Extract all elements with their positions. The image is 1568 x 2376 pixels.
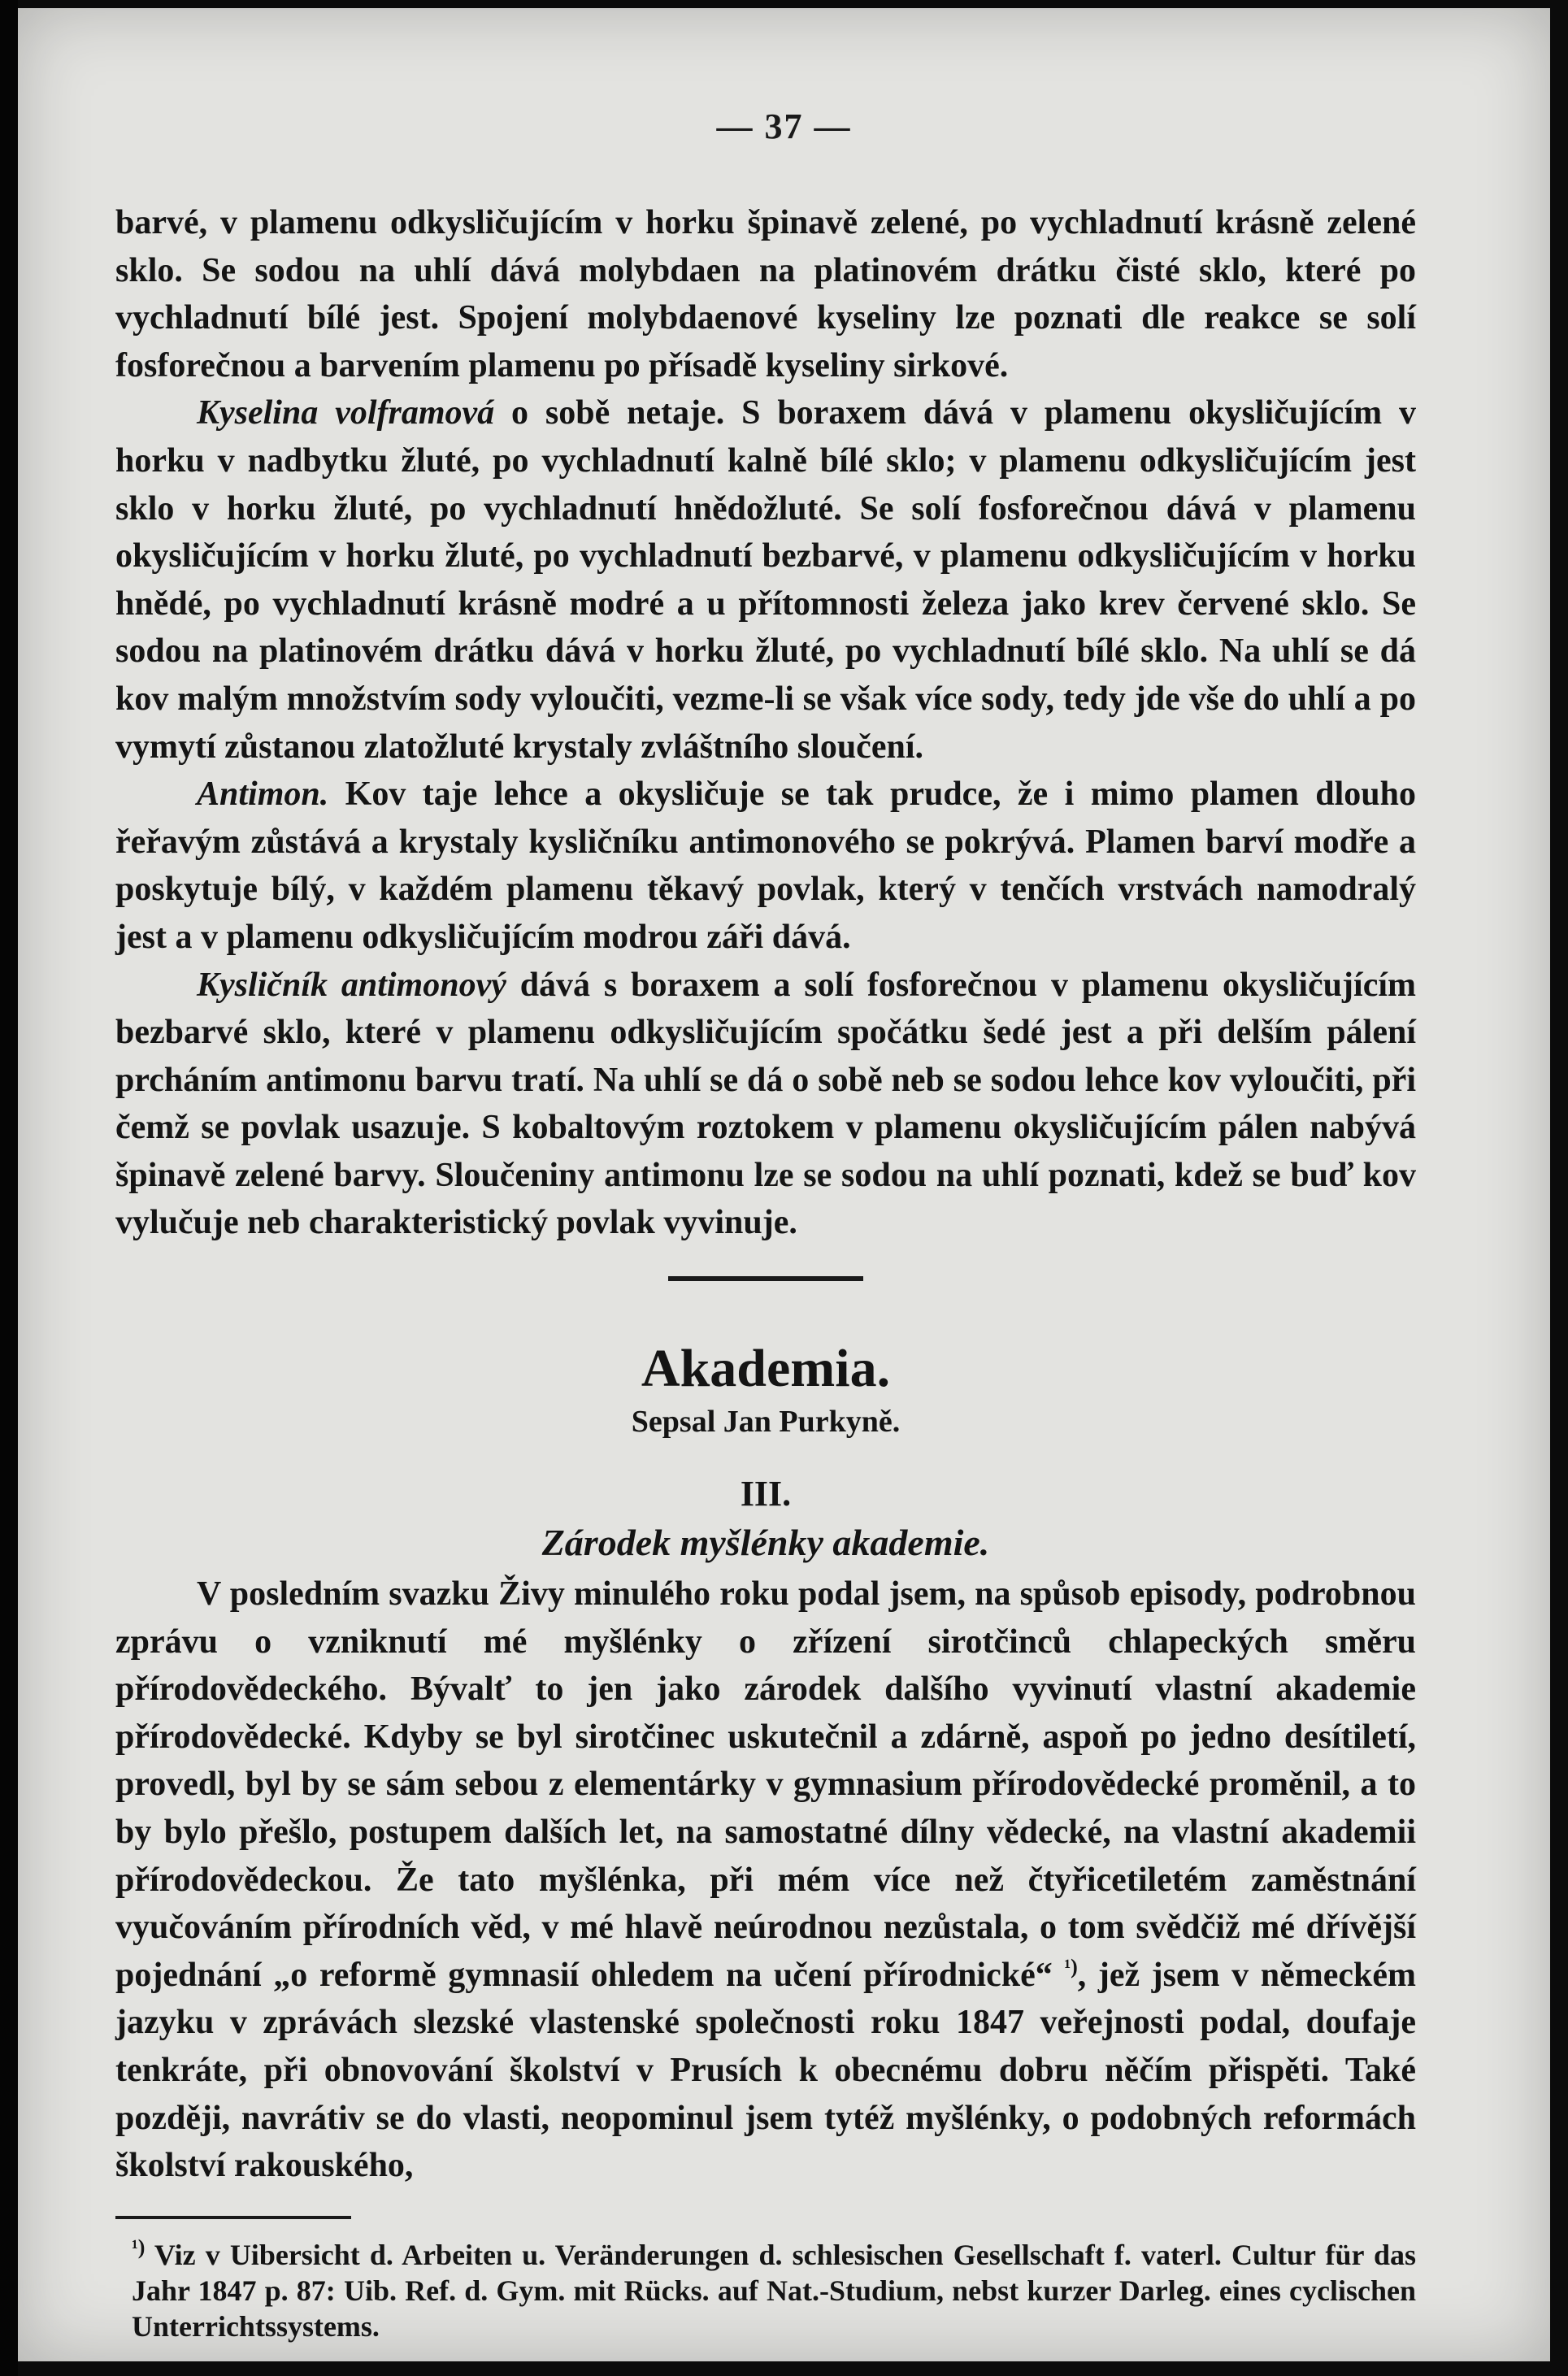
article-title: Akademia. [641, 1339, 891, 1399]
footnote-mark: ¹) [132, 2235, 146, 2259]
paragraph-akademie-text-2: , jež jsem v německém jazyku v zprávách slezské vlastenské společnosti roku 1847 veřejnosti podal, doufaje tenkráte, při obnovování školství v Prusích k obecnému dobru něčím přispěti. Také později, navrátiv se do vlasti, neopominul jsem tytéž myšlénky, o podobných reformách školství rakouského, [115, 1956, 1416, 2185]
term-kyslicnik-antimonovy: Kysličník antimonový [197, 966, 506, 1004]
paragraph-antimon-text: Kov taje lehce a okysličuje se tak prudce, že i mimo plamen dlouho řeřavým zůstává a krystaly kysličníku antimonového se pokrývá. Plamen barví modře a poskytuje bílý, v každém plamenu těkavý povlak, který v tenčích vrstvách namodralý jest a v plamenu odkysličujícím modrou záři dává. [115, 775, 1416, 956]
paragraph-akademie-text-1: V posledním svazku Živy minulého roku podal jsem, na spůsob episody, podrobnou zprávu o vzniknutí mé myšlénky o zřízení sirotčinců chlapeckých směru přírodovědeckého. Bývalť to jen jako zárodek dalšího vyvinutí vlastní akademie přírodovědecké. Kdyby se byl sirotčinec uskutečnil a zdárně, aspoň po jedno desítiletí, provedl, byl by se sám sebou z elementárky v gymnasium přírodovědecké proměnil, a to by bylo přešlo, postupem dalších let, na samostatné dílny vědecké, na vlastní akademii přírodovědeckou. Že tato myšlénka, při mém více než čtyřicetiletém zaměstnání vyučováním přírodních věd, v mé hlavě neúrodnou nezůstala, o tom svědčiž mé dřívější pojednání „o reformě gymnasií ohledem na učení přírodnické“ [115, 1575, 1416, 1994]
footnote-reference: ¹) [1064, 1954, 1078, 1979]
paragraph-volfram-text: o sobě netaje. S boraxem dává v plamenu okysličujícím v horku v nadbytku žluté, po vychladnutí kalně bílé sklo; v plamenu odkysličujícím jest sklo v horku žluté, po vychladnutí hnědožluté. Se solí fosforečnou dává v plamenu okysličujícím v horku žluté, po vychladnutí bezbarvé, v plamenu odkysličujícím v horku hnědé, po vychladnutí krásně modré a u přítomnosti železa jako krev červené sklo. Se sodou na platinovém drátku dává v horku žluté, po vychladnutí bílé sklo. Na uhlí se dá kov malým množstvím sody vyloučiti, vezme-li se však více sody, tedy jde vše do uhlí a po vymytí zůstanou zlatožluté krystaly zvláštního sloučení. [115, 394, 1417, 766]
term-kyselina-volframova: Kyselina volframová [197, 394, 495, 432]
paragraph-volfram [115, 389, 1416, 771]
text-column [115, 199, 1416, 2344]
paragraph-akademie [115, 1570, 1416, 2190]
term-antimon: Antimon. [197, 775, 329, 814]
book-page [18, 8, 1550, 2361]
paragraph-kyslicnik [115, 962, 1416, 1248]
paragraph-kyslicnik-text: dává s boraxem a solí fosforečnou v plamenu okysličujícím bezbarvé sklo, které v plamenu odkysličujícím spočátku šedé jest a při delším pálení prcháním antimonu barvu tratí. Na uhlí se dá o sobě neb se sodou lehce kov vyloučiti, při čemž se povlak usazuje. S kobaltovým roztokem v plamenu okysličujícím pálen nabývá špinavě zelené barvy. Sloučeniny antimonu lze se sodou na uhlí poznati, kdež se buď kov vylučuje neb charakteristický povlak vyvinuje. [115, 966, 1416, 1242]
paragraph-antimon [115, 771, 1416, 961]
paragraph-molybdaen: barvé, v plamenu odkysličujícím v horku špinavě zelené, po vychladnutí krásně zelené sklo. Se sodou na uhlí dává molybdaen na platinovém drátku čisté sklo, které po vychladnutí bílé jest. Spojení molybdaenové kyseliny lze poznati dle reakce se solí fosforečnou a barvením plamenu po přísadě kyseliny sirkové. [115, 204, 1416, 384]
section-title: Zárodek myšlénky akademie. [541, 1522, 990, 1564]
page-number: — 37 — [716, 106, 852, 146]
section-divider [668, 1276, 863, 1281]
footnote [115, 2237, 1416, 2344]
author-byline: Sepsal Jan Purkyně. [631, 1405, 901, 1440]
footnote-divider [115, 2216, 351, 2219]
footnote-text: Viz v Uibersicht d. Arbeiten u. Veränderungen d. schlesischen Gesellschaft f. vaterl. Cultur für das Jahr 1847 p. 87: Uib. Ref. d. Gym. mit Rücks. auf Nat.-Studium, nebst kurzer Darleg. eines cyclischen Unterrichtssystems. [132, 2238, 1416, 2343]
scan-edge [0, 0, 18, 2376]
part-number: III. [740, 1474, 792, 1514]
